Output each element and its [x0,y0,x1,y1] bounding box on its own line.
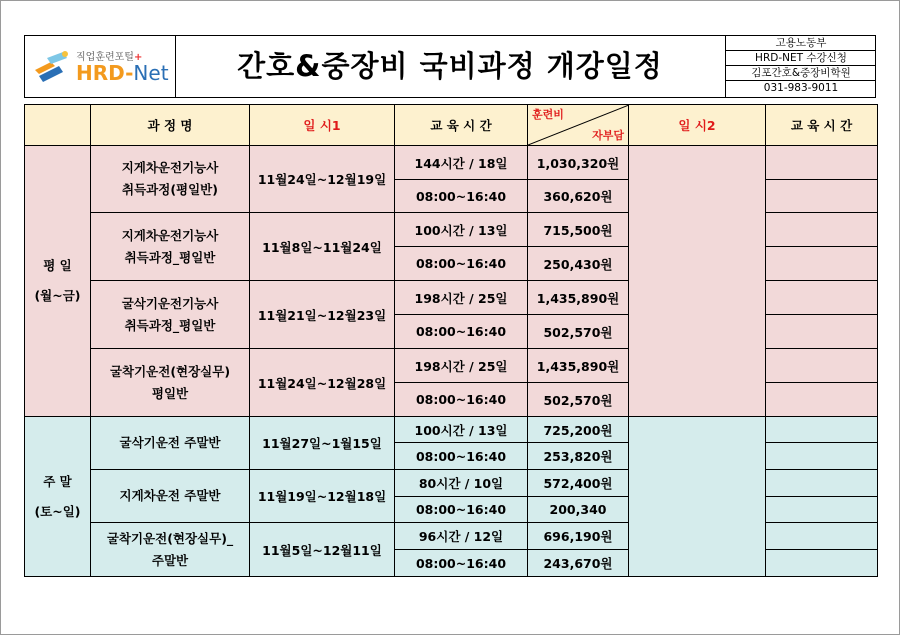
header-empty-cell [25,105,91,146]
header-date2: 일 시2 [629,105,766,146]
header-hours2: 교 육 시 간 [766,105,878,146]
course-date: 11월24일~12월28일 [250,349,395,417]
table-header-row [25,105,878,146]
course-hours: 198시간 / 25일 [395,349,528,383]
course-name: 굴착기운전(현장실무)_ 주말반 [91,523,250,577]
course-time: 08:00~16:40 [395,383,528,417]
date2-cell [629,146,766,417]
course-time: 08:00~16:40 [395,315,528,349]
header-hours: 교 육 시 간 [395,105,528,146]
course-name: 지게차운전기능사 취득과정(평일반) [91,146,250,213]
course-name: 굴삭기운전 주말반 [91,417,250,470]
course-self-pay: 253,820원 [528,443,629,470]
logo-wordmark: HRD-Net [76,61,169,85]
course-date: 11월5일~12월11일 [250,523,395,577]
info-ministry: 고용노동부 [726,36,876,51]
hours2-cell [766,146,878,180]
hours2-cell [766,180,878,213]
course-self-pay: 360,620원 [528,180,629,213]
group-weekend: 주 말 (토~일) [25,417,91,577]
course-self-pay: 250,430원 [528,247,629,281]
course-fee: 572,400원 [528,470,629,497]
course-hours: 144시간 / 18일 [395,146,528,180]
hours2-cell [766,213,878,247]
course-fee: 725,200원 [528,417,629,443]
hours2-cell [766,497,878,523]
info-enrollment: HRD-NET 수강신청 [726,51,876,66]
course-fee: 1,030,320원 [528,146,629,180]
course-time: 08:00~16:40 [395,497,528,523]
course-date: 11월8일~11월24일 [250,213,395,281]
schedule-table [24,104,878,577]
hrd-logo-icon [33,48,73,84]
hours2-cell [766,417,878,443]
header-date1: 일 시1 [250,105,395,146]
course-name: 굴착기운전(현장실무) 평일반 [91,349,250,417]
course-time: 08:00~16:40 [395,247,528,281]
contact-info [725,36,876,97]
course-hours: 80시간 / 10일 [395,470,528,497]
logo-subtitle: 직업훈련포털+ [76,52,143,63]
course-time: 08:00~16:40 [395,443,528,470]
course-time: 08:00~16:40 [395,550,528,577]
course-fee: 715,500원 [528,213,629,247]
course-self-pay: 502,570원 [528,315,629,349]
header-fee-label: 훈련비 [532,108,564,121]
document-title: 간호&중장비 국비과정 개강일정 [237,49,663,83]
hours2-cell [766,281,878,315]
course-date: 11월21일~12월23일 [250,281,395,349]
hours2-cell [766,349,878,383]
hours2-cell [766,443,878,470]
hours2-cell [766,523,878,550]
course-hours: 100시간 / 13일 [395,417,528,443]
info-academy: 김포간호&중장비학원 [726,66,876,81]
table-row [25,146,878,180]
hrd-net-logo [25,36,176,97]
course-self-pay: 200,340 [528,497,629,523]
course-hours: 96시간 / 12일 [395,523,528,550]
course-name: 지게차운전 주말반 [91,470,250,523]
course-date: 11월27일~1월15일 [250,417,395,470]
date2-cell [629,417,766,577]
header-self-pay-label: 자부담 [592,129,624,142]
hours2-cell [766,383,878,417]
course-date: 11월19일~12월18일 [250,470,395,523]
course-self-pay: 502,570원 [528,383,629,417]
course-fee: 696,190원 [528,523,629,550]
table-row [25,417,878,443]
hours2-cell [766,550,878,577]
header-course: 과 정 명 [91,105,250,146]
document-header [24,35,876,98]
info-phone: 031-983-9011 [763,82,839,94]
course-self-pay: 243,670원 [528,550,629,577]
course-name: 굴삭기운전기능사 취득과정_평일반 [91,281,250,349]
course-hours: 100시간 / 13일 [395,213,528,247]
course-time: 08:00~16:40 [395,180,528,213]
hours2-cell [766,470,878,497]
hours2-cell [766,315,878,349]
course-fee: 1,435,890원 [528,349,629,383]
course-date: 11월24일~12월19일 [250,146,395,213]
group-weekday: 평 일 (월~금) [25,146,91,417]
header-fee [528,105,629,146]
course-hours: 198시간 / 25일 [395,281,528,315]
course-name: 지게차운전기능사 취득과정_평일반 [91,213,250,281]
course-fee: 1,435,890원 [528,281,629,315]
hours2-cell [766,247,878,281]
